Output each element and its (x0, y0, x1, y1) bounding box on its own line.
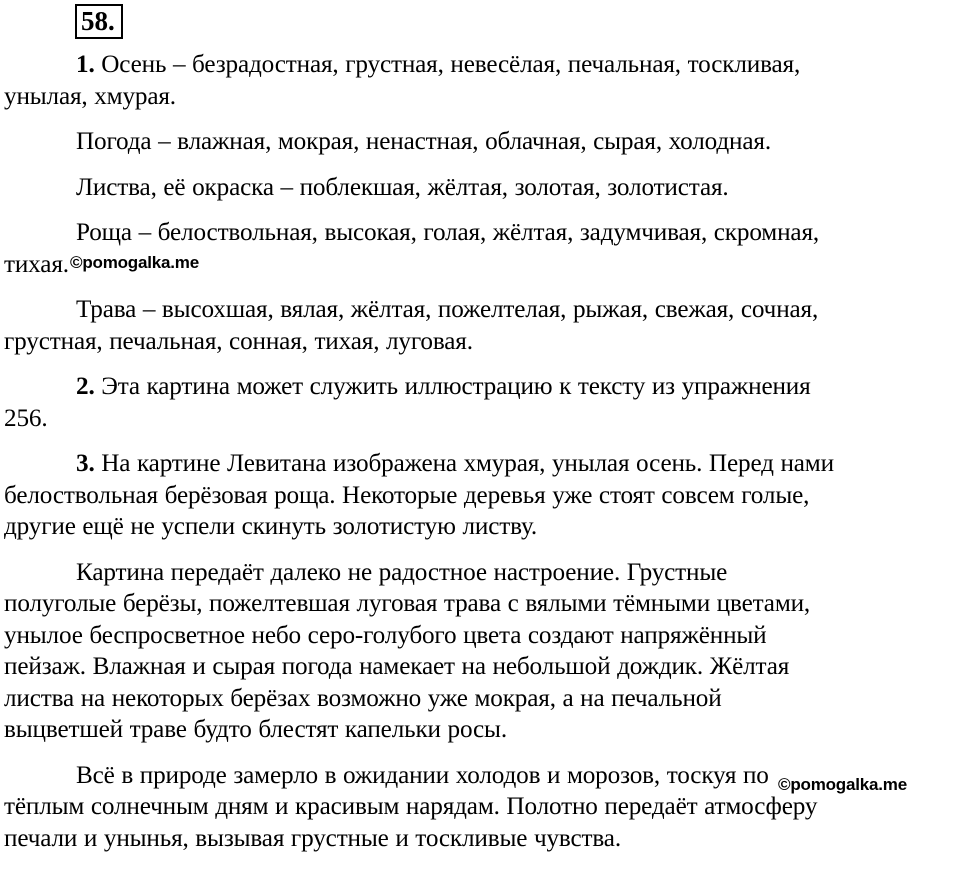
text-line: листва на некоторых берёзах возможно уже мокрая, а на печальной (4, 684, 722, 712)
watermark-pomogalka: ©pomogalka.me (778, 775, 907, 794)
text-line: пейзаж. Влажная и сырая погода намекает на небольшой дождик. Жёлтая (4, 653, 790, 680)
text-line: другие ещё не успели скинуть золотистую листву. (4, 513, 538, 540)
paragraph-6 (4, 371, 954, 434)
paragraph-5 (4, 294, 954, 357)
text-line: тихая. (4, 250, 69, 278)
text-line: печали и унынья, вызывая грустные и тоскливые чувства. (4, 824, 621, 852)
item-marker: 3. (76, 450, 95, 477)
text-line: тёплым солнечным дням и красивым нарядам. Полотно передаёт атмосферу (4, 793, 818, 820)
paragraph-1 (4, 49, 954, 112)
text-line: грустная, печальная, сонная, тихая, луговая. (4, 327, 473, 355)
text-line: Всё в природе замерло в ожидании холодов и морозов, тоскуя по (76, 761, 769, 789)
text-line: Листва, её окраска – поблекшая, жёлтая, золотая, золотистая. (76, 173, 729, 201)
text-line: 1. Осень – безрадостная, грустная, невесёлая, печальная, тоскливая, (76, 51, 801, 78)
text-line: выцветшей траве будто блестят капельки росы. (4, 716, 507, 743)
paragraph-2 (4, 126, 954, 158)
text-line: полуголые берёзы, пожелтевшая луговая трава с вялыми тёмными цветами, (4, 590, 811, 617)
watermark-pomogalka: ©pomogalka.me (70, 253, 199, 272)
paragraph-7 (4, 448, 954, 543)
text-line: Картина передаёт далеко не радостное настроение. Грустные (76, 558, 728, 586)
text-line: 3. На картине Левитана изображена хмурая, унылая осень. Перед нами (76, 450, 834, 477)
text-line: унылое беспросветное небо серо-голубого цвета создают напряжённый (4, 621, 767, 649)
paragraph-3 (4, 172, 954, 204)
text-line: белоствольная берёзовая роща. Некоторые деревья уже стоят совсем голые, (4, 481, 810, 509)
exercise-number: 58 (81, 6, 108, 36)
exercise-number-box (75, 4, 123, 39)
exercise-number-dot: . (108, 6, 115, 36)
answer-text (4, 49, 954, 868)
text-line: Погода – влажная, мокрая, ненастная, облачная, сырая, холодная. (76, 128, 771, 155)
item-marker: 2. (76, 373, 95, 400)
text-line: Трава – высохшая, вялая, жёлтая, пожелтелая, рыжая, свежая, сочная, (76, 296, 819, 323)
item-marker: 1. (76, 51, 95, 78)
text-line: 2. Эта картина может служить иллюстрацию к тексту из упражнения (76, 373, 811, 400)
paragraph-9 (4, 760, 954, 855)
text-line: 256. (4, 404, 48, 432)
text-line: унылая, хмурая. (4, 82, 176, 110)
paragraph-8 (4, 557, 954, 746)
text-line: Роща – белоствольная, высокая, голая, жёлтая, задумчивая, скромная, (76, 219, 820, 246)
